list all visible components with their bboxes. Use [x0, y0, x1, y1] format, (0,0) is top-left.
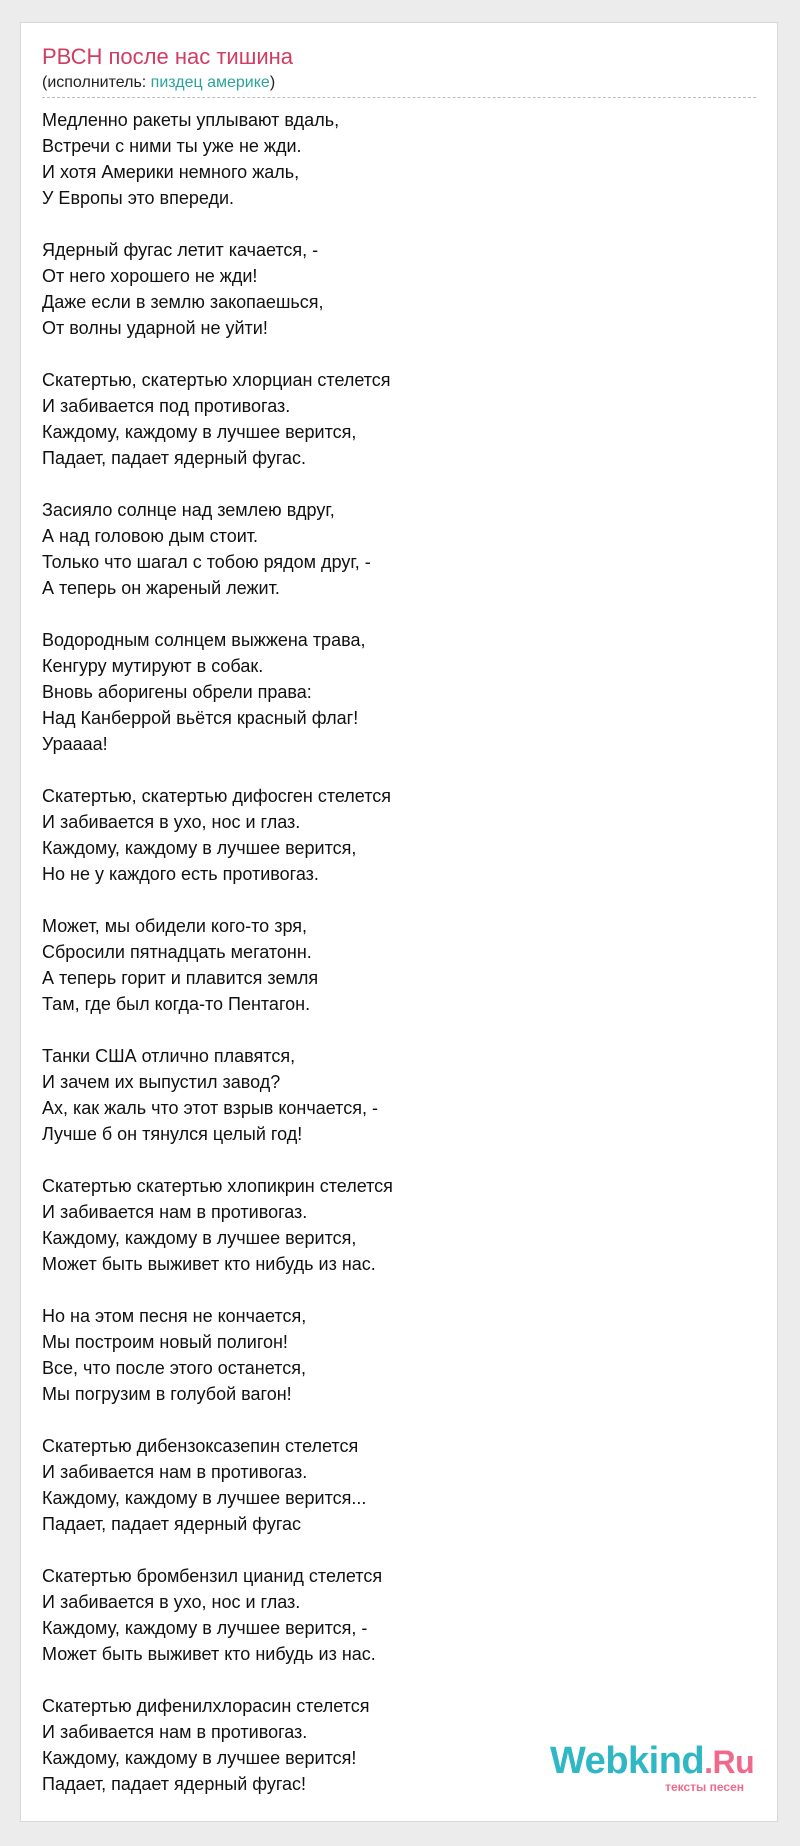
- lyrics-stanza: [42, 1303, 742, 1407]
- lyric-line: Мы построим новый полигон!: [42, 1332, 288, 1352]
- lyric-line: И забивается нам в противогаз.: [42, 1202, 308, 1222]
- lyric-line: Каждому, каждому в лучшее верится,: [42, 422, 357, 442]
- dashed-divider: [42, 97, 756, 98]
- lyric-line: И зачем их выпустил завод?: [42, 1072, 281, 1092]
- lyric-line: Каждому, каждому в лучшее верится,: [42, 1228, 357, 1248]
- lyric-line: Даже если в землю закопаешься,: [42, 292, 324, 312]
- lyric-line: Вновь аборигены обрели права:: [42, 682, 312, 702]
- lyric-line: И забивается под противогаз.: [42, 396, 291, 416]
- lyric-line: Может быть выживет кто нибудь из нас.: [42, 1644, 376, 1664]
- lyric-line: И забивается в ухо, нос и глаз.: [42, 1592, 301, 1612]
- lyric-line: Медленно ракеты уплывают вдаль,: [42, 110, 340, 130]
- lyric-line: И забивается нам в противогаз.: [42, 1722, 308, 1742]
- logo-ru-text: .Ru: [704, 1744, 755, 1780]
- lyrics-stanza: [42, 1173, 742, 1277]
- lyrics-stanza: [42, 1563, 742, 1667]
- site-watermark: [550, 1740, 755, 1801]
- artist-link[interactable]: пиздец америке: [150, 74, 270, 91]
- lyric-line: Ураааа!: [42, 734, 108, 754]
- lyric-line: Каждому, каждому в лучшее верится,: [42, 838, 357, 858]
- lyric-line: Скатертью дифенилхлорасин стелется: [42, 1696, 370, 1716]
- webkind-logo: [550, 1740, 755, 1782]
- artist-prefix: (исполнитель:: [42, 74, 151, 91]
- lyric-line: Скатертью, скатертью хлорциан стелется: [42, 370, 391, 390]
- lyric-line: Ядерный фугас летит качается, -: [42, 240, 319, 260]
- lyrics-stanza: [42, 497, 742, 601]
- lyrics-stanza: [42, 1433, 742, 1537]
- lyrics-stanza: [42, 627, 742, 757]
- lyric-line: Каждому, каждому в лучшее верится, -: [42, 1618, 368, 1638]
- lyric-line: А теперь горит и плавится земля: [42, 968, 319, 988]
- lyric-line: Все, что после этого останется,: [42, 1358, 306, 1378]
- lyric-line: От него хорошего не жди!: [42, 266, 258, 286]
- artist-suffix: ): [269, 74, 276, 91]
- artist-line: [42, 73, 275, 93]
- lyric-line: Падает, падает ядерный фугас.: [42, 448, 307, 468]
- lyric-line: Может, мы обидели кого-то зря,: [42, 916, 307, 936]
- lyric-line: Засияло солнце над землею вдруг,: [42, 500, 335, 520]
- lyrics-stanza: [42, 783, 742, 887]
- lyric-line: От волны ударной не уйти!: [42, 318, 268, 338]
- lyric-line: Кенгуру мутируют в собак.: [42, 656, 264, 676]
- lyric-line: Там, где был когда-то Пентагон.: [42, 994, 311, 1014]
- lyric-line: Может быть выживет кто нибудь из нас.: [42, 1254, 376, 1274]
- lyric-line: И забивается в ухо, нос и глаз.: [42, 812, 301, 832]
- lyric-line: Танки США отлично плавятся,: [42, 1046, 296, 1066]
- logo-tagline: тексты песен: [665, 1780, 744, 1794]
- lyrics-text: [42, 107, 742, 1823]
- lyric-line: Каждому, каждому в лучшее верится...: [42, 1488, 367, 1508]
- lyric-line: Лучше б он тянулся целый год!: [42, 1124, 303, 1144]
- lyric-line: Падает, падает ядерный фугас: [42, 1514, 302, 1534]
- lyric-line: Но на этом песня не кончается,: [42, 1306, 307, 1326]
- lyrics-card: [20, 22, 778, 1822]
- lyric-line: Встречи с ними ты уже не жди.: [42, 136, 302, 156]
- lyric-line: И забивается нам в противогаз.: [42, 1462, 308, 1482]
- lyric-line: Сбросили пятнадцать мегатонн.: [42, 942, 312, 962]
- lyric-line: Над Канберрой вьётся красный флаг!: [42, 708, 359, 728]
- lyric-line: А теперь он жареный лежит.: [42, 578, 280, 598]
- lyrics-stanza: [42, 237, 742, 341]
- lyric-line: Скатертью, скатертью дифосген стелется: [42, 786, 392, 806]
- lyric-line: Падает, падает ядерный фугас!: [42, 1774, 307, 1794]
- lyrics-stanza: [42, 1043, 742, 1147]
- lyric-line: Скатертью бромбензил цианид стелется: [42, 1566, 383, 1586]
- lyric-line: Мы погрузим в голубой вагон!: [42, 1384, 292, 1404]
- lyric-line: Скатертью дибензоксазепин стелется: [42, 1436, 359, 1456]
- lyric-line: Ах, как жаль что этот взрыв кончается, -: [42, 1098, 378, 1118]
- lyrics-stanza: [42, 367, 742, 471]
- lyric-line: Скатертью скатертью хлопикрин стелется: [42, 1176, 393, 1196]
- lyric-line: У Европы это впереди.: [42, 188, 235, 208]
- song-title: РВСН после нас тишина: [42, 44, 294, 69]
- lyrics-stanza: [42, 913, 742, 1017]
- lyric-line: Только что шагал с тобою рядом друг, -: [42, 552, 371, 572]
- lyric-line: Водородным солнцем выжжена трава,: [42, 630, 366, 650]
- lyric-line: И хотя Америки немного жаль,: [42, 162, 300, 182]
- logo-main-text: Webkind: [550, 1740, 705, 1782]
- lyric-line: Но не у каждого есть противогаз.: [42, 864, 319, 884]
- lyric-line: А над головою дым стоит.: [42, 526, 259, 546]
- lyric-line: Каждому, каждому в лучшее верится!: [42, 1748, 357, 1768]
- lyrics-stanza: [42, 107, 742, 211]
